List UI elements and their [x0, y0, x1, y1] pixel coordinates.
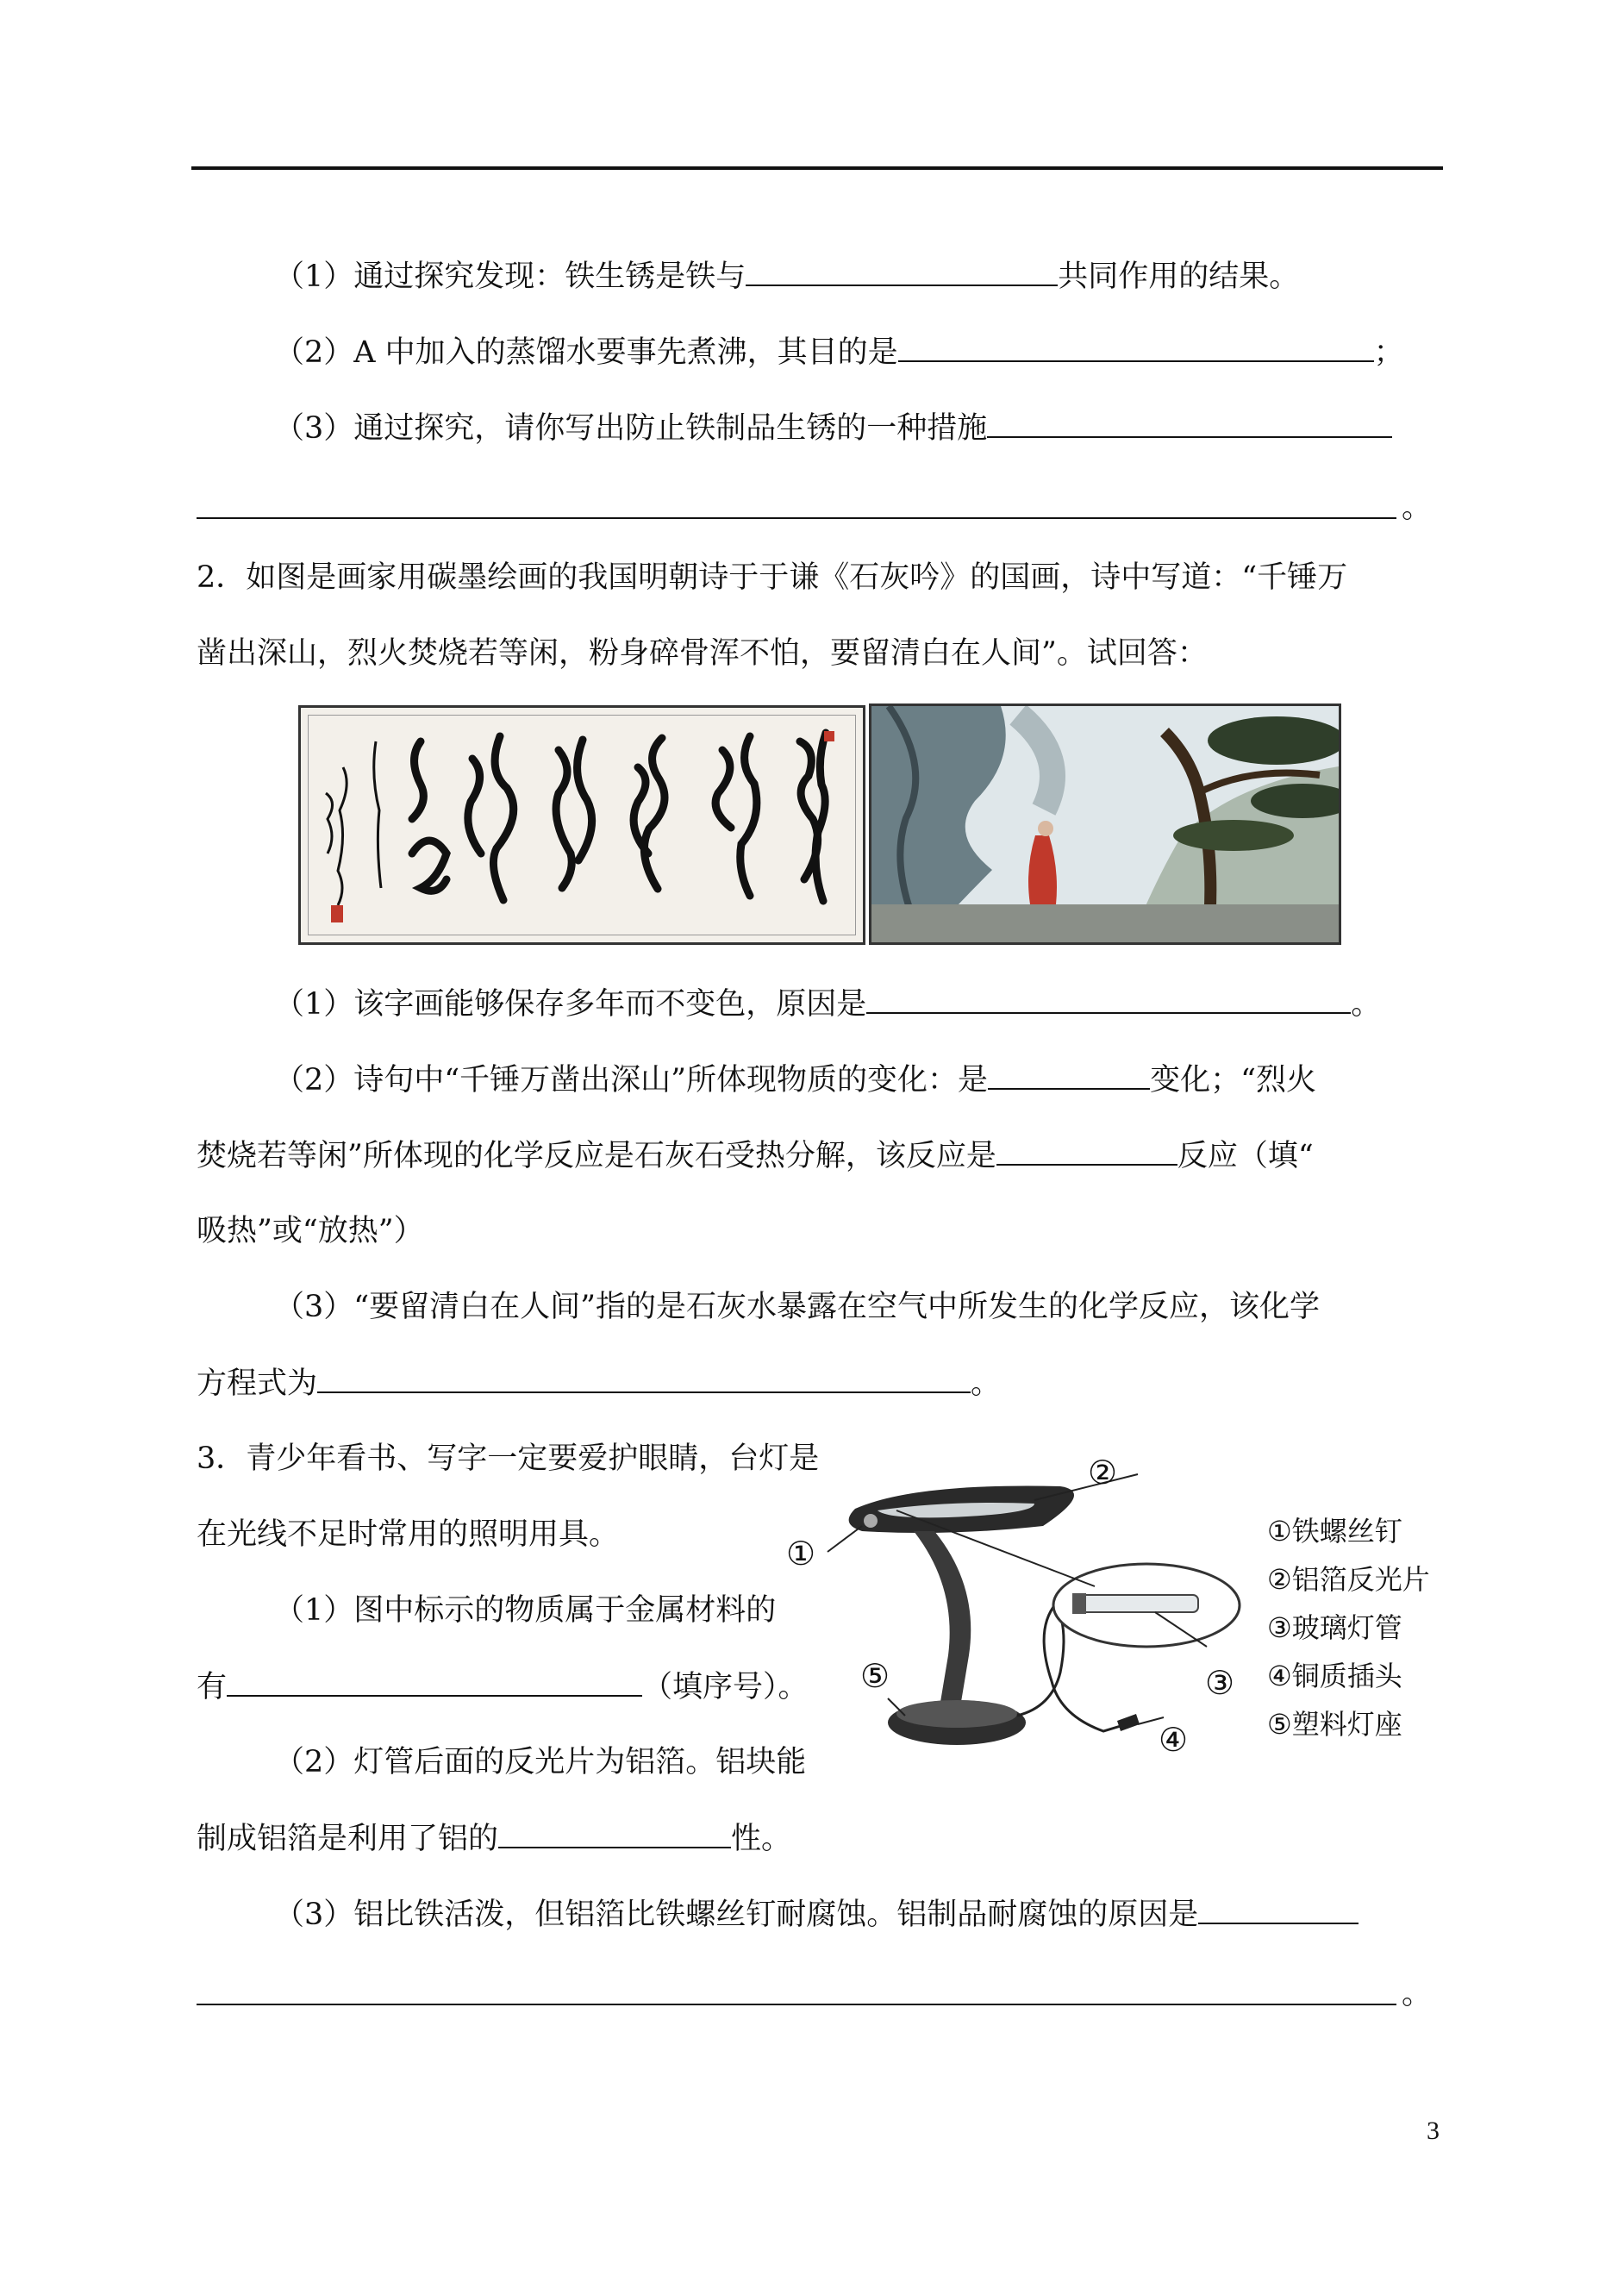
q2-sub1-text: （1）该字画能够保存多年而不变色，原因是: [274, 987, 867, 1022]
q3-sub2-text: 制成铝箔是利用了铝的: [197, 1822, 499, 1856]
marker-2: ②: [1088, 1454, 1118, 1491]
q2-sub2-blank1[interactable]: [988, 1059, 1150, 1090]
legend-item-4: ④铜质插头: [1267, 1660, 1402, 1692]
q1-sub2-text-end: ；: [1373, 335, 1404, 370]
q3-sub1-text-end: （填序号）。: [642, 1670, 809, 1704]
q1-sub3-text: （3）通过探究，请你写出防止铁制品生锈的一种措施: [274, 411, 988, 446]
q1-sub2: [274, 331, 1404, 373]
q1-sub1: [274, 255, 1299, 297]
q2-sub1: [274, 983, 1381, 1025]
q2-sub3-line1: （3）“要留清白在人间”指的是石灰水暴露在空气中所发生的化学反应，该化学: [274, 1290, 1321, 1324]
q2-stem-line1: 2．如图是画家用碳墨绘画的我国明朝诗于于谦《石灰吟》的国画，诗中写道：“千锤万: [197, 560, 1348, 595]
q3-sub3-blank[interactable]: [1198, 1893, 1359, 1924]
header-rule: [191, 166, 1443, 170]
q3-sub1-blank[interactable]: [227, 1666, 642, 1697]
calligraphy-strokes: [309, 716, 857, 936]
q2-sub2-text-mid: 变化；“烈火: [1150, 1063, 1316, 1097]
q2-sub2: [274, 1059, 1316, 1101]
q3-sub1-text: 有: [197, 1670, 228, 1704]
q1-sub1-text-end: 共同作用的结果。: [1058, 260, 1300, 294]
q1-sub2-blank[interactable]: [898, 331, 1374, 362]
marker-3: ③: [1205, 1664, 1235, 1702]
q3-stem-line2: 在光线不足时常用的照明用具。: [197, 1517, 620, 1552]
q3-sub2-blank[interactable]: [498, 1817, 731, 1848]
q1-sub3-end: 。: [1402, 491, 1433, 525]
q2-sub2-line2-text: 焚烧若等闲”所体现的化学反应是石灰石受热分解，该反应是: [197, 1139, 996, 1173]
painting-image: [869, 704, 1341, 945]
marker-1: ①: [786, 1535, 816, 1573]
q2-sub3-line2: [197, 1362, 1001, 1404]
q1-sub3: [274, 407, 1392, 449]
q1-sub3-blank[interactable]: [987, 407, 1392, 438]
q2-sub2-line2: [197, 1135, 1314, 1177]
q3-stem-line1: 3．青少年看书、写字一定要爱护眼睛，台灯是: [197, 1441, 820, 1476]
q3-sub2-text-end: 性。: [731, 1822, 792, 1856]
q3-sub3-blank-line2[interactable]: [197, 2004, 1396, 2005]
q2-stem-line2: 凿出深山，烈火焚烧若等闲，粉身碎骨浑不怕，要留清白在人间”。试回答：: [197, 636, 1208, 671]
q1-sub2-text: （2）A 中加入的蒸馏水要事先煮沸，其目的是: [274, 335, 898, 370]
q3-sub2-line2: [197, 1817, 791, 1860]
q2-sub3-blank[interactable]: [317, 1362, 971, 1393]
q3-sub1-line2: [197, 1666, 809, 1708]
q2-sub1-blank[interactable]: [866, 983, 1351, 1014]
legend-item-3: ③玻璃灯管: [1267, 1611, 1402, 1644]
q2-sub3-text: 方程式为: [197, 1366, 318, 1401]
marker-5: ⑤: [860, 1657, 890, 1695]
q1-sub1-text: （1）通过探究发现：铁生锈是铁与: [274, 260, 746, 294]
desk-lamp-figure: [776, 1457, 1241, 1759]
painting-scene: [871, 706, 1339, 942]
q3-sub3-end: 。: [1402, 1977, 1433, 2011]
q2-sub2-line3: 吸热”或“放热”）: [197, 1214, 424, 1248]
q2-sub2-line2-text-end: 反应（填“: [1177, 1139, 1314, 1173]
q1-sub3-blank-line2[interactable]: [197, 517, 1396, 519]
q2-sub2-blank2[interactable]: [996, 1135, 1177, 1166]
q3-sub3-line1: [274, 1893, 1359, 1935]
page-number: 3: [1427, 2117, 1440, 2145]
legend-item-1: ①铁螺丝钉: [1267, 1515, 1402, 1548]
q3-sub3-text: （3）铝比铁活泼，但铝箔比铁螺丝钉耐腐蚀。铝制品耐腐蚀的原因是: [274, 1898, 1199, 1932]
calligraphy-image: [298, 705, 865, 945]
q3-sub1-line1: （1）图中标示的物质属于金属材料的: [274, 1593, 777, 1628]
q3-sub2-line1: （2）灯管后面的反光片为铝箔。铝块能: [274, 1745, 807, 1779]
legend-item-5: ⑤塑料灯座: [1267, 1708, 1402, 1741]
q2-sub1-text-end: 。: [1351, 987, 1382, 1022]
q2-sub2-text: （2）诗句中“千锤万凿出深山”所体现物质的变化：是: [274, 1063, 989, 1097]
q1-sub1-blank[interactable]: [746, 255, 1058, 286]
marker-4: ④: [1159, 1721, 1189, 1759]
q2-sub3-text-end: 。: [971, 1366, 1002, 1401]
legend-item-2: ②铝箔反光片: [1267, 1563, 1430, 1596]
